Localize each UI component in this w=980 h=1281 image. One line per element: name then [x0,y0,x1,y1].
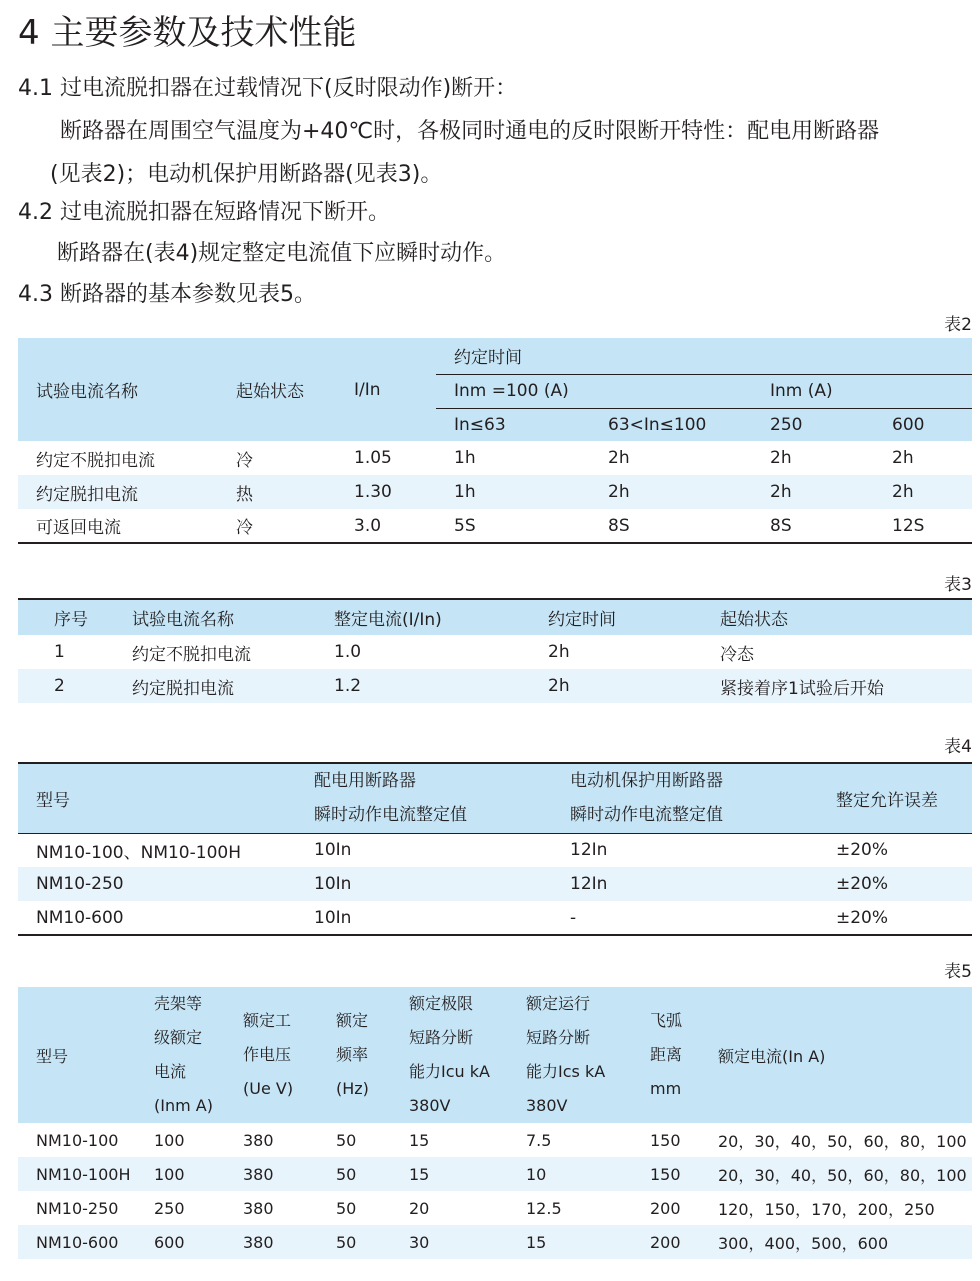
table-cell: 冷态 [702,635,972,669]
table4-label: 表4 [944,737,972,757]
t5-header-arc-line: 飞弧 [650,1011,683,1030]
table-row [18,867,972,901]
table-cell: 15 [391,1123,508,1157]
table-cell: NM10-600 [18,901,296,935]
table-cell: 约定脱扣电流 [18,475,218,509]
table-cell: 2h [874,441,972,475]
section-4-1-body-line1: 断路器在周围空气温度为+40℃时，各极同时通电的反时限断开特性：配电用断路器 [60,119,880,144]
table-cell: 30 [391,1225,508,1259]
table-cell: 100 [136,1157,225,1191]
table-cell: 可返回电流 [18,509,218,543]
t4-header-tol: 整定允许误差 [818,763,972,833]
table-cell: - [552,901,818,935]
table-cell: 300，400，500，600 [700,1225,972,1259]
table-cell: 100 [136,1123,225,1157]
t5-header-voltage-line: 额定工 [243,1011,292,1030]
table5-label: 表5 [944,962,972,982]
table-cell: 约定脱扣电流 [114,669,316,703]
table2-label: 表2 [944,315,972,335]
section-heading: 4 主要参数及技术性能 [18,13,357,53]
table-cell: 150 [632,1157,700,1191]
t5-header-frequency-line: 额定 [336,1011,369,1030]
table-cell: 200 [632,1225,700,1259]
t5-header-voltage-line: (Ue V) [243,1079,294,1098]
table-cell: 热 [218,475,336,509]
t4-header-dist [296,763,552,833]
t2-header-col-600: 600 [874,408,972,441]
table-cell: 2h [530,669,702,703]
t4-header-dist-line1: 配电用断路器 [314,771,416,792]
table-row [18,1157,972,1191]
table-cell: 12In [552,833,818,867]
table-cell: 1.0 [316,635,530,669]
t2-header-col-250: 250 [752,408,874,441]
t4-header-model: 型号 [18,763,296,833]
table-cell: NM10-100 [18,1123,136,1157]
t3-header-name: 试验电流名称 [114,599,316,635]
table-row [18,1123,972,1157]
t3-header-setting: 整定电流(I/In) [316,599,530,635]
t2-header-col-in63: In≤63 [436,408,590,441]
t5-header-frame-line: (Inm A) [154,1096,213,1115]
table3-label: 表3 [944,575,972,595]
table-cell: 1 [18,635,114,669]
table-cell: 2h [752,475,874,509]
table-cell: 150 [632,1123,700,1157]
t5-header-ics [508,987,632,1123]
table-cell: 20，30，40，50，60，80，100 [700,1157,972,1191]
table-cell: 380 [225,1191,318,1225]
table-5 [18,987,972,1259]
table-cell: 冷 [218,441,336,475]
section-4-2-title: 4.2 过电流脱扣器在短路情况下断开。 [18,200,390,225]
table-cell: 50 [318,1225,391,1259]
t5-header-frequency-line: (Hz) [336,1079,369,1098]
table-cell: 20，30，40，50，60，80，100 [700,1123,972,1157]
table-2 [18,338,972,544]
t2-header-ratio: I/In [336,338,436,441]
table-cell: 250 [136,1191,225,1225]
table-cell: NM10-250 [18,1191,136,1225]
t2-header-inm: Inm (A) [752,374,972,408]
table-cell: 2 [18,669,114,703]
t5-header-ics-line: 能力Ics kA [526,1062,606,1081]
table-cell: NM10-100、NM10-100H [18,833,296,867]
t5-header-model: 型号 [18,987,136,1123]
table-row [18,1225,972,1259]
t5-header-arc [632,987,700,1123]
table-cell: 冷 [218,509,336,543]
t4-header-dist-line2: 瞬时动作电流整定值 [314,805,467,826]
table-cell: 3.0 [336,509,436,543]
table-row [18,475,972,509]
section-4-1-title: 4.1 过电流脱扣器在过载情况下(反时限动作)断开： [18,76,518,101]
t5-header-icu [391,987,508,1123]
table-cell: 1h [436,475,590,509]
t2-header-col-63-100: 63<In≤100 [590,408,752,441]
table-cell: 50 [318,1123,391,1157]
t3-header-state: 起始状态 [702,599,972,635]
t2-header-time: 约定时间 [436,338,972,374]
table-row [18,833,972,867]
table-cell: 10 [508,1157,632,1191]
table-cell: 8S [590,509,752,543]
table-cell: 8S [752,509,874,543]
t5-header-icu-line: 能力Icu kA [409,1062,490,1081]
t5-header-frequency [318,987,391,1123]
table-cell: 380 [225,1225,318,1259]
table-cell: NM10-600 [18,1225,136,1259]
t5-header-frame-line: 级额定 [154,1028,203,1047]
table-cell: 20 [391,1191,508,1225]
table-cell: ±20% [818,901,972,935]
t3-header-seq: 序号 [18,599,114,635]
t5-header-arc-line: 距离 [650,1045,683,1064]
table-cell: 7.5 [508,1123,632,1157]
t2-header-inm100: Inm =100 (A) [436,374,752,408]
table-cell: 紧接着序1试验后开始 [702,669,972,703]
table-cell: NM10-100H [18,1157,136,1191]
table-cell: 50 [318,1191,391,1225]
t2-header-state: 起始状态 [218,338,336,441]
table-cell: 50 [318,1157,391,1191]
table-cell: 1.2 [316,669,530,703]
table-cell: 10In [296,901,552,935]
table-row [18,901,972,935]
table-row [18,441,972,475]
t5-header-ics-line: 额定运行 [526,994,591,1013]
t5-header-icu-line: 短路分断 [409,1028,474,1047]
table-cell: 10In [296,867,552,901]
t5-header-voltage [225,987,318,1123]
table-cell: 380 [225,1123,318,1157]
section-4-2-body: 断路器在(表4)规定整定电流值下应瞬时动作。 [57,241,507,266]
table-row [18,669,972,703]
table-cell: ±20% [818,833,972,867]
table-cell: 120，150，170，200，250 [700,1191,972,1225]
t5-header-frame [136,987,225,1123]
table-cell: 1.30 [336,475,436,509]
table-row [18,635,972,669]
table-cell: 约定不脱扣电流 [114,635,316,669]
table-row [18,1191,972,1225]
t5-header-frequency-line: 频率 [336,1045,369,1064]
table-cell: 5S [436,509,590,543]
table-cell: 600 [136,1225,225,1259]
table-cell: 1h [436,441,590,475]
table-3 [18,598,972,703]
table-cell: ±20% [818,867,972,901]
table-cell: 12S [874,509,972,543]
t5-header-icu-line: 额定极限 [409,994,474,1013]
table-row [18,509,972,543]
t3-header-time: 约定时间 [530,599,702,635]
table-cell: 10In [296,833,552,867]
section-4-1-body-line2: (见表2)；电动机保护用断路器(见表3)。 [50,162,443,187]
t4-header-motor-line2: 瞬时动作电流整定值 [570,805,723,826]
table-cell: 12In [552,867,818,901]
t5-header-frame-line: 电流 [154,1062,187,1081]
table-cell: 15 [391,1157,508,1191]
table-cell: 2h [752,441,874,475]
table-cell: 380 [225,1157,318,1191]
table-cell: 2h [590,475,752,509]
t4-header-motor [552,763,818,833]
t5-header-ics-line: 短路分断 [526,1028,591,1047]
t5-header-frame-line: 壳架等 [154,994,203,1013]
t5-header-icu-line: 380V [409,1096,451,1115]
t5-header-arc-line: mm [650,1079,682,1098]
table-cell: 2h [530,635,702,669]
table-cell: 1.05 [336,441,436,475]
t5-header-voltage-line: 作电压 [243,1045,292,1064]
table-cell: 12.5 [508,1191,632,1225]
table-cell: 约定不脱扣电流 [18,441,218,475]
table-cell: 200 [632,1191,700,1225]
table-cell: 2h [590,441,752,475]
t4-header-motor-line1: 电动机保护用断路器 [570,771,723,792]
table-cell: NM10-250 [18,867,296,901]
t5-header-ics-line: 380V [526,1096,568,1115]
table-cell: 2h [874,475,972,509]
table-cell: 15 [508,1225,632,1259]
section-4-3-title: 4.3 断路器的基本参数见表5。 [18,282,316,307]
table-4 [18,762,972,936]
t2-header-name: 试验电流名称 [18,338,218,441]
t5-header-rated-current: 额定电流(In A) [700,987,972,1123]
